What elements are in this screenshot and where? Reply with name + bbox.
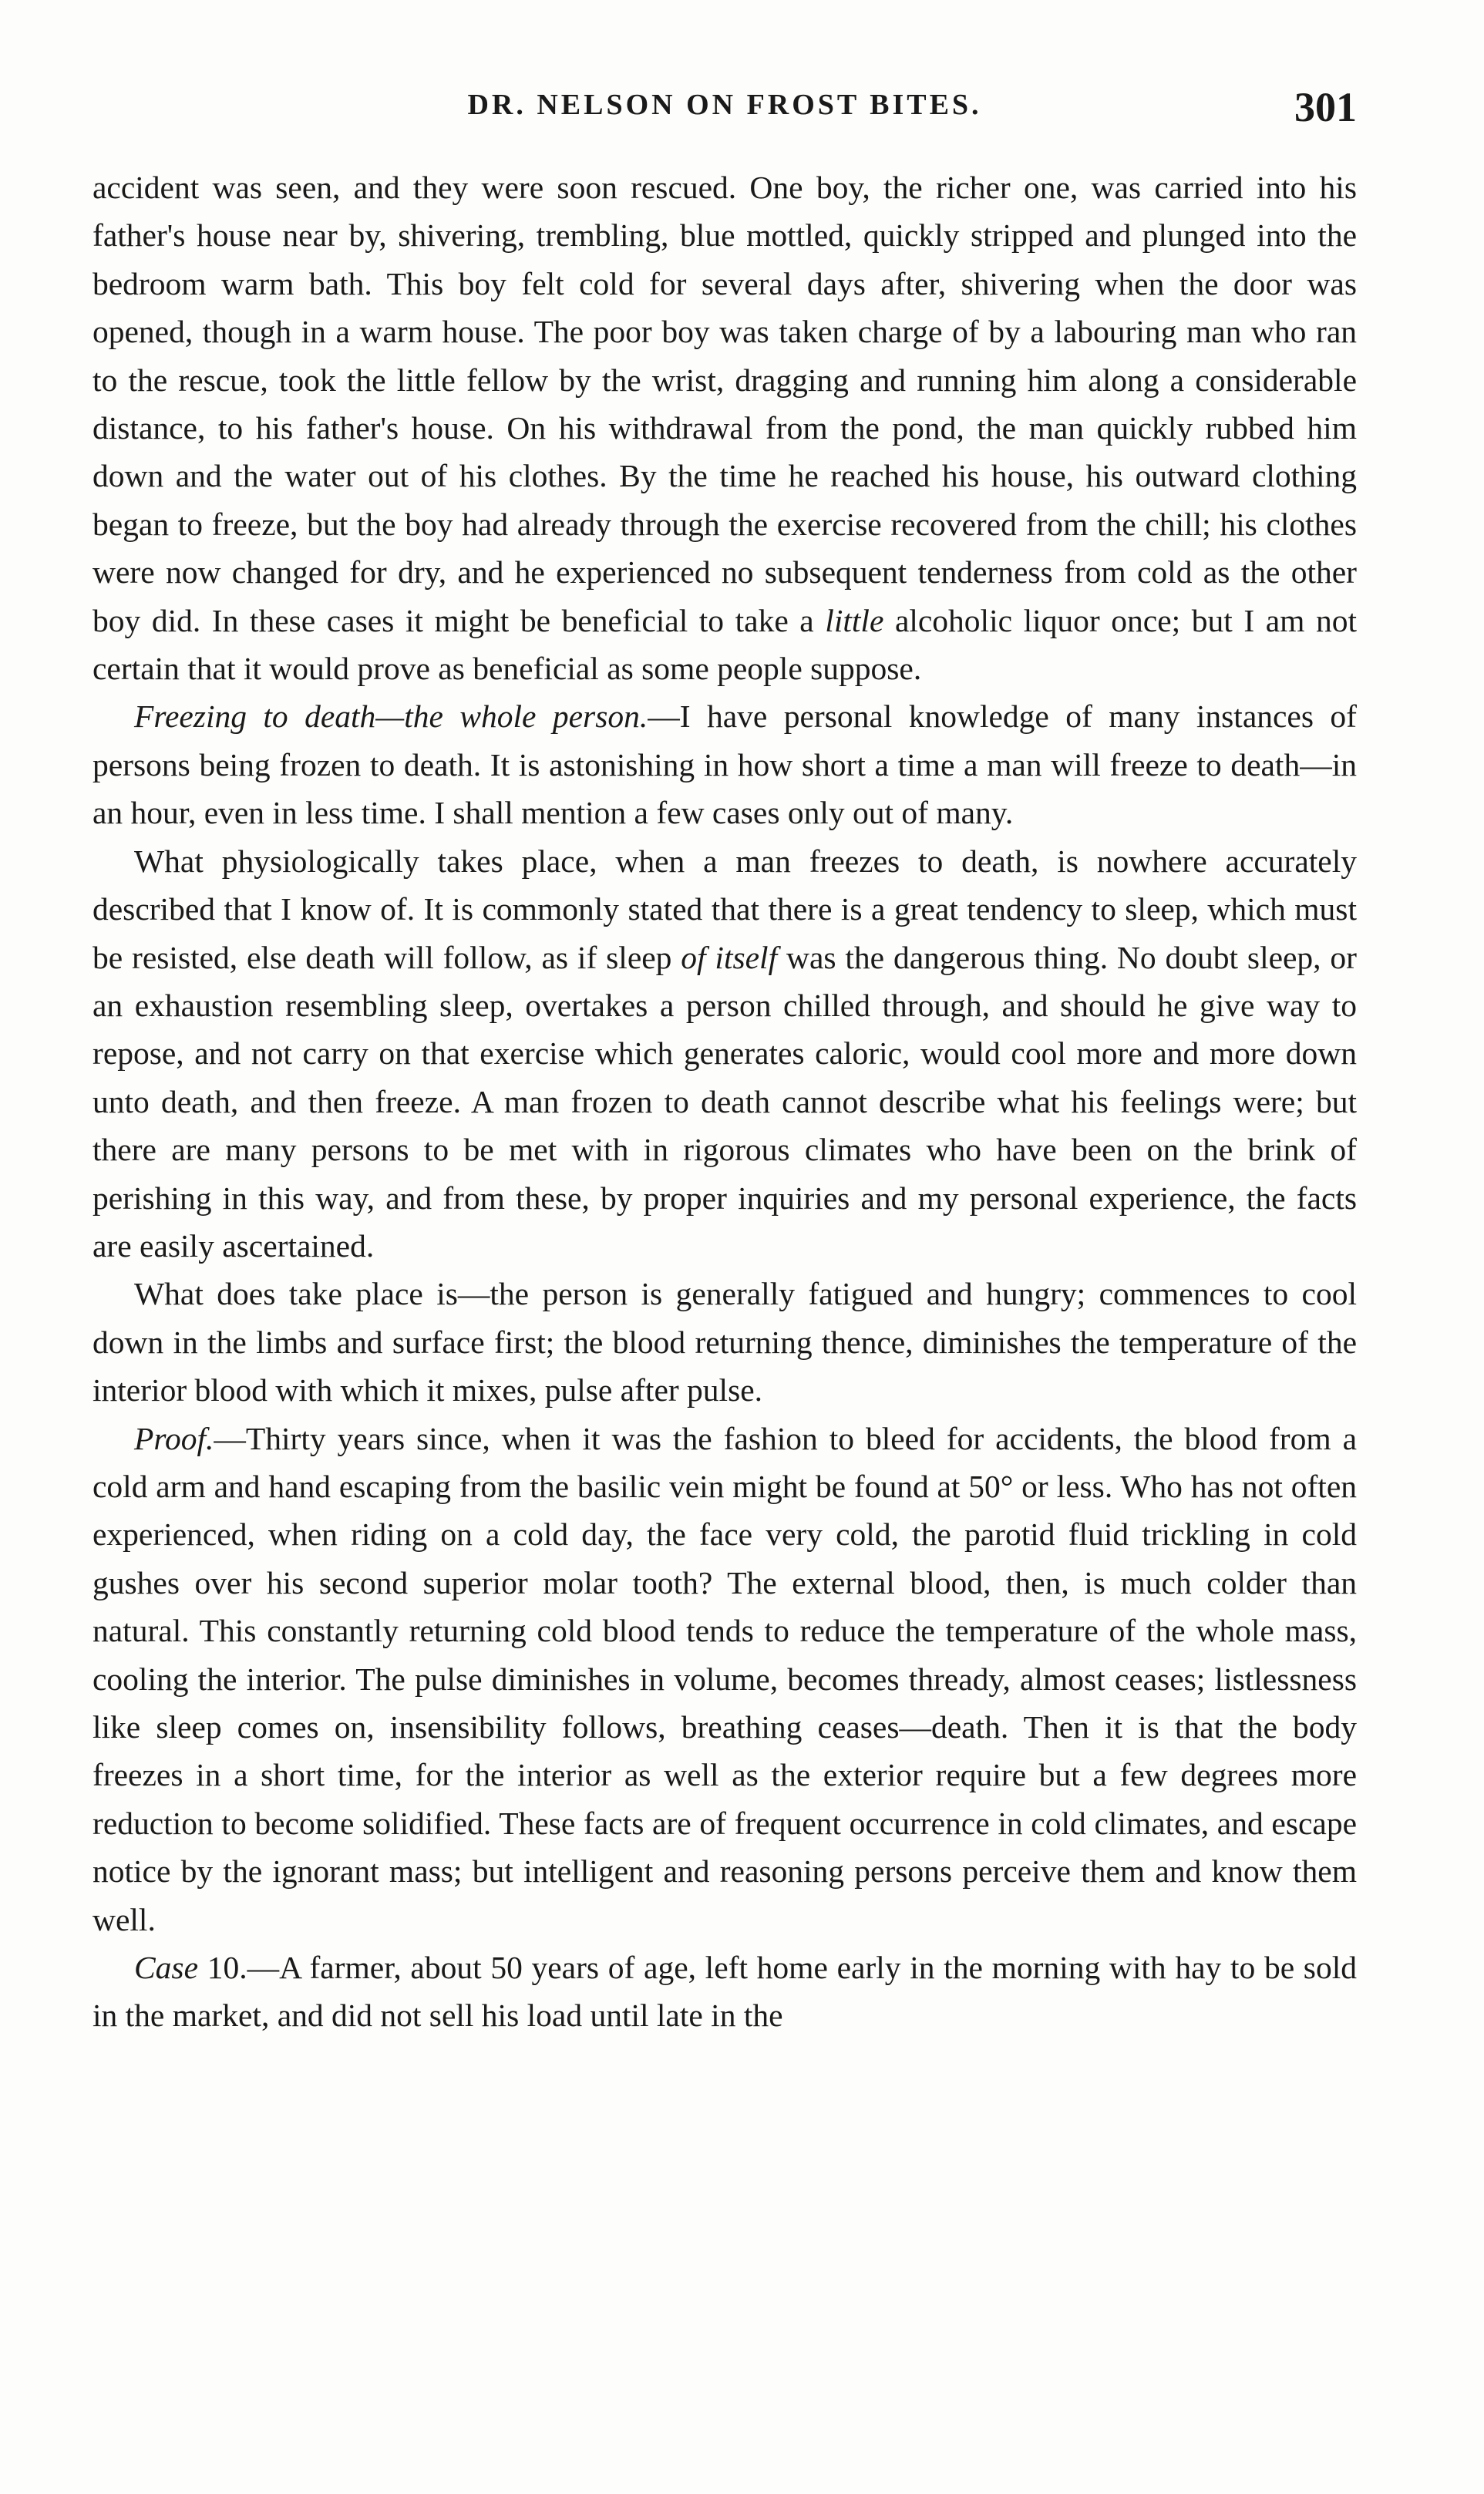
running-title: DR. NELSON ON FROST BITES. <box>467 89 982 121</box>
paragraph-6 <box>93 1944 1357 2040</box>
paragraph-5 <box>93 1415 1357 1944</box>
text-segment-italic: little <box>825 602 884 638</box>
case-label: Case <box>134 1950 198 1986</box>
text-segment: 10.—A farmer, about 50 years of age, left home early in the morning with hay to be sold in the market, and did not sell his load until late in the <box>93 1950 1357 2034</box>
paragraph-4 <box>93 1270 1357 1414</box>
text-segment: was the dangerous thing. No doubt sleep, or an exhaustion resembling sleep, overtakes a person chilled through, and should he give way to repose, and not carry on that exercise which generates caloric, would cool more and more down unto death, and then freeze. A man frozen to death cannot describe what his feelings were; but there are many persons to be met with in rigorous climates who have been on the brink of perishing in this way, and from these, by proper inquiries and my personal experience, the facts are easily ascertained. <box>93 939 1357 1264</box>
text-segment: —Thirty years since, when it was the fashion to bleed for accidents, the blood from a cold arm and hand escaping from the basilic vein might be found at 50° or less. Who has not often experienced, when riding on a cold day, the face very cold, the parotid fluid trickling in cold gushes over his second superior molar tooth? The external blood, then, is much colder than natural. This constantly returning cold blood tends to reduce the temperature of the whole mass, cooling the interior. The pulse diminishes in volume, becomes thready, almost ceases; listlessness like sleep comes on, insensibility follows, breathing ceases—death. Then it is that the body freezes in a short time, for the interior as well as the exterior require but a few degrees more reduction to become solidified. These facts are of frequent occurrence in cold climates, and escape notice by the ignorant mass; but intelligent and reasoning persons perceive them and know them well. <box>93 1420 1357 1937</box>
paragraph-1 <box>93 163 1357 692</box>
text-segment: What does take place is—the person is generally fatigued and hungry; commences to cool down in the limbs and surface first; the blood returning thence, diminishes the temperature of the interior blood with which it mixes, pulse after pulse. <box>93 1276 1357 1409</box>
text-segment: What physiologically takes place, when a man freezes to death, is nowhere accurately described that I know of. It is commonly stated that there is a great tendency to sleep, which must be resisted, else death will follow, as if sleep <box>93 843 1357 975</box>
page-body <box>93 163 1357 2040</box>
page-number: 301 <box>1294 84 1357 130</box>
text-segment-italic: of itself <box>681 939 778 975</box>
paragraph-3 <box>93 837 1357 1271</box>
section-heading: Proof. <box>134 1420 214 1456</box>
text-segment: alcoholic liquor once; but I am not certain that it would prove as beneficial as some people suppose. <box>93 602 1357 687</box>
text-segment: —I have personal knowledge of many instances of persons being frozen to death. It is astonishing in how short a time a man will freeze to death—in an hour, even in less time. I shall mention a few cases only out of many. <box>93 698 1357 831</box>
page-header <box>93 83 1357 130</box>
paragraph-2 <box>93 692 1357 836</box>
text-segment: accident was seen, and they were soon rescued. One boy, the richer one, was carried into his father's house near by, shivering, trembling, blue mottled, quickly stripped and plunged into the bedroom warm bath. This boy felt cold for several days after, shivering when the door was opened, though in a warm house. The poor boy was taken charge of by a labouring man who ran to the rescue, took the little fellow by the wrist, dragging and running him along a considerable distance, to his father's house. On his withdrawal from the pond, the man quickly rubbed him down and the water out of his clothes. By the time he reached his house, his outward clothing began to freeze, but the boy had already through the exercise recovered from the chill; his clothes were now changed for dry, and he experienced no subsequent tenderness from cold as the other boy did. In these cases it might be beneficial to take a <box>93 170 1357 638</box>
section-heading: Freezing to death—the whole person. <box>134 698 648 735</box>
